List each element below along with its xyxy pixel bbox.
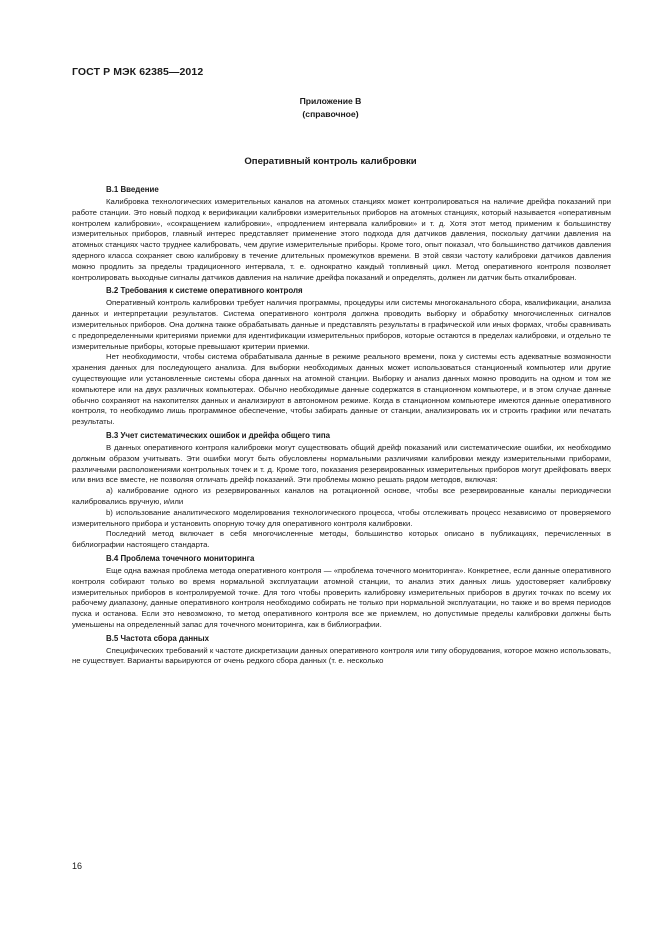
paragraph: Нет необходимости, чтобы система обрабатывала данные в режиме реального времени, пока у системы есть адекватные возможности хранения данных для последующего анализа. Для выборки необходимых данных может использоваться станционный компьютер или другие существующие или установленные системы сбора данных на атомной станции. Выборку и анализ данных можно проводить на одном и том же компьютере или на двух различных компьютерах. Обычно необходимые данные содержатся в станционном компьютере, и в этом случае данные обычно сохраняют на накопителях данных и анализируют в автономном режиме. Когда в станционном компьютере имеются данные оперативного контроля, то необходимо лишь программное обеспечение, чтобы забирать данные от станции, анализировать их и строить графики или печатать результаты. (72, 352, 611, 427)
paragraph: Последний метод включает в себя многочисленные методы, большинство которых описано в публикациях, перечисленных в библиографии настоящего стандарта. (72, 529, 611, 550)
list-item: b) использование аналитического моделирования технологического процесса, чтобы отслеживать процесс независимо от проверяемого измерительного прибора и установить опорную точку для оперативного контроля калибровки. (72, 507, 611, 528)
paragraph: В данных оперативного контроля калибровки могут существовать общий дрейф показаний или систематические ошибки, их необходимо должным образом учитывать. Эти ошибки могут быть обусловлены нормальными различиями калибровки между измерительными приборами, различными расположениями контрольных точек и т. д. Кроме того, показания резервированных измерительных приборов могут дрейфовать вверх или вниз все вместе, не позволяя отличать дрейф показаний. Эти проблемы можно решать рядом методов, включая: (72, 442, 611, 485)
section-heading-b2: В.2 Требования к системе оперативного контроля (106, 286, 303, 296)
appendix-label: Приложение В (299, 96, 362, 106)
section-heading-b1: В.1 Введение (106, 185, 159, 194)
standard-header: ГОСТ Р МЭК 62385—2012 (72, 66, 204, 78)
paragraph: Специфических требований к частоте дискретизации данных оперативного контроля или типу оборудования, которое можно использовать, не существует. Варианты варьируются от очень редкого сбора данных (т. е. несколько (72, 645, 611, 666)
section-heading-b3: В.3 Учет систематических ошибок и дрейфа общего типа (106, 430, 331, 440)
appendix-title: Оперативный контроль калибровки (244, 156, 417, 167)
paragraph: Калибровка технологических измерительных каналов на атомных станциях может контролироваться на наличие дрейфа показаний при работе станции. Это новый подход к верификации калибровки измерительных приборов на атомных станциях, который называется «оперативным контролем калибровки», «сокращением калибровки», «продлением интервала калибровки» и т. д. Хотя этот метод применим к большинству измерительных приборов, главный интерес представляет применение этого подхода для датчиков давления, поскольку датчики давления на атомных станциях часто труднее калибровать, чем другие измерительные приборы. Кроме того, опыт показал, что большинство датчиков давления ядерного класса сохраняет свою калибровку в течение длительных промежутков времени. В этой связи частоту калибровки датчиков давления можно продлить за пределы традиционного интервала, т. е. однократно каждый топливный цикл. Метод оперативного контроля позволяет контролировать выходные сигналы датчиков давления на наличие дрейфа показаний и определять, должен ли датчик быть откалиброван. (72, 197, 611, 282)
list-item: а) калибрование одного из резервированных каналов на ротационной основе, чтобы все резервированные каналы периодически калибровались вручную, и/или (72, 486, 611, 506)
page-number: 16 (72, 861, 83, 871)
section-heading-b5: В.5 Частота сбора данных (106, 633, 210, 643)
appendix-note: (справочное) (302, 109, 359, 119)
paragraph: Оперативный контроль калибровки требует наличия программы, процедуры или системы многоканального сбора, квалификации, анализа данных и интерпретации результатов. Система оперативного контроля должна проводить выборку и обработку многочисленных сигналов измерительных приборов. Она должна также обрабатывать данные и представлять результаты в графической или иных формах, чтобы сравнивать с предопределенными критериями приемки для идентификации измерительных приборов, которые остаются в пределах калибровки, и отдельно те измерительные приборы, которые превышают критерии приемки. (72, 298, 611, 351)
document-body (72, 182, 611, 667)
paragraph: Еще одна важная проблема метода оперативного контроля — «проблема точечного мониторинга». Конкретнее, если данные оперативного контроля собирают только во время нормальной эксплуатации атомной станции, то анализ этих данных лишь удостоверяет калибровку измерительных приборов в контролируемой точке. Для того чтобы проверить калибровку измерительных приборов в других точках по всему их рабочему диапазону, данные оперативного контроля необходимо собирать не только при нормальной эксплуатации, но также и во время периодов пуска и останова. Если это невозможно, то метод оперативного контроля все же приемлем, но допустимые пределы калибровки должны быть уменьшены на определенный запас для точечного мониторинга, как в библиографии. (72, 565, 611, 629)
section-heading-b4: В.4 Проблема точечного мониторинга (106, 553, 255, 563)
